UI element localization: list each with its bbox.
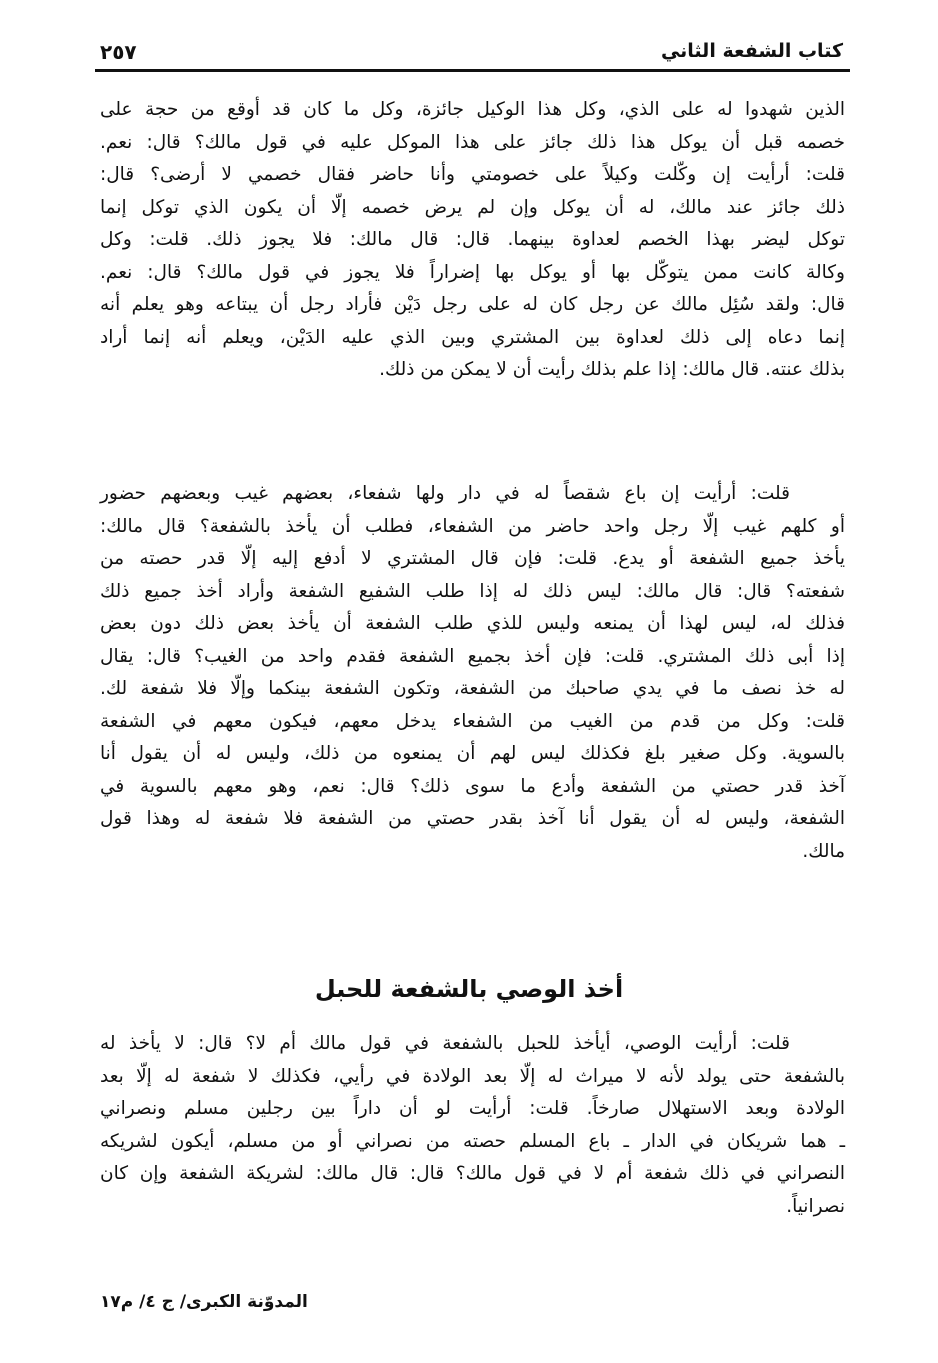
text-line: توكل ليضر بهذا الخصم لعداوة بينهما. قال: قال مالك: فلا يجوز ذلك. قلت: وكل (100, 229, 845, 250)
text-line: خصمه قبل أن يوكل هذا ذلك جائز على هذا الموكل عليه في قول مالك؟ قال: نعم. (100, 131, 845, 153)
text-line: بالشفعة حتى يولد لأنه لا ميراث له إلّا بعد الولادة في رأيي، فكذلك لا شفعة له إلّا بعد (100, 1065, 845, 1087)
text-line: قلت: وكل من قدم من الغيب من الشفعاء يدخل معهم، فيكون معهم في الشفعة (100, 710, 845, 732)
running-title: كتاب الشفعة الثاني (660, 40, 843, 62)
text-line: يأخذ جميع الشفعة أو يدع. قلت: فإن قال المشتري لا أدفع إليه إلّا قدر حصته من (100, 548, 845, 569)
text-line: ـ هما شريكان في الدار ـ باع المسلم حصته من نصراني أو من مسلم، أيكون لشريكه (100, 1130, 845, 1152)
text-line: نصرانياً. (786, 1195, 845, 1217)
text-line: النصراني في ذلك شفعة أم لا في قول مالك؟ قال: قال مالك: لشريكة الشفعة وإن كان (100, 1163, 845, 1184)
text-line: قلت: أرأيت الوصي، أيأخذ للحبل بالشفعة في قول مالك أم لا؟ قال: لا يأخذ له (100, 1033, 790, 1054)
paragraph (100, 478, 845, 868)
section-heading: أخذ الوصي بالشفعة للحبل (314, 975, 624, 1003)
footer-signature: المدوّنة الكبرى/ ج ٤/ م١٧ (100, 1292, 308, 1312)
text-line: بذلك عنته. قال مالك: إذا علم بذلك رأيت أن لا يمكن من ذلك. (379, 359, 845, 380)
text-line: قال: ولقد سُئِل مالك عن رجل كان له على رجل دَيْن فأراد رجل أن يبتاعه وهو يعلم أنه (100, 294, 845, 315)
text-line: بالسوية. وكل صغير بلغ فكذلك ليس لهم أن يمنعوه من ذلك، وليس له أن يقول أنا (100, 743, 845, 764)
paragraph (100, 1028, 845, 1223)
text-line: الولادة وبعد الاستهلال صارخاً. قلت: أرأيت لو أن داراً بين رجلين مسلم ونصراني (100, 1098, 845, 1119)
text-line: الذين شهدوا له على الذي، وكل هذا الوكيل جائزة، وكل ما كان قد أوقع من حجة على (100, 99, 845, 120)
text-line: الشفعة، وليس له أن يقول أنا آخذ بقدر حصتي من الشفعة فلا شفعة له وهذا قول (100, 808, 845, 829)
paragraph (100, 94, 845, 387)
text-line: إنما دعاه إلى ذلك لعداوة بين المشتري وبين الذي عليه الدَيْن، ويعلم أنه إنما أراد (100, 326, 845, 348)
text-line: ذلك جائز عند مالك، له أن يوكل وإن لم يرض خصمه إلّا أن يكون الذي توكل إنما (100, 196, 845, 218)
text-line: وكالة كانت ممن يتوكّل بها أو يوكل بها إضراراً فلا يجوز في قول مالك؟ قال: نعم. (100, 261, 845, 283)
text-line: إذا أبى ذلك المشتري. قلت: فإن أخذ بجميع الشفعة فقدم واحد من الغيب؟ قال: يقال (100, 645, 845, 667)
text-line: شفعته؟ قال: قال مالك: ليس ذلك له إذا طلب الشفيع الشفعة وأراد أخذ جميع ذلك (100, 580, 845, 602)
text-line: مالك. (802, 840, 845, 862)
text-line: قلت: أرأيت إن وكّلت وكيلاً على خصومتي وأنا حاضر فقال خصمي لا أرضى؟ قال: (100, 164, 845, 185)
text-line: قلت: أرأيت إن باع شقصاً له في دار ولها شفعاء، بعضهم غيب وبعضهم حضور (100, 483, 790, 504)
page-number: ٢٥٧ (100, 40, 137, 64)
text-line: فذلك له، ليس لهذا أن يمنعه وليس للذي طلب الشفعة أن يأخذ بعض ذلك دون بعض (100, 613, 845, 634)
text-line: له خذ نصف ما في يدي صاحبك من الشفعة، وتكون الشفعة بينكما وإلّا فلا شفعة لك. (100, 678, 845, 699)
text-line: آخذ قدر حصتي من الشفعة وأدع ما سوى ذلك؟ قال: نعم، وهو معهم بالسوية في (100, 775, 845, 797)
header-rule (95, 69, 850, 72)
text-line: أو كلهم غيب إلّا رجل واحد حاضر من الشفعاء، فطلب أن يأخذ بالشفعة؟ قال مالك: (100, 515, 845, 537)
